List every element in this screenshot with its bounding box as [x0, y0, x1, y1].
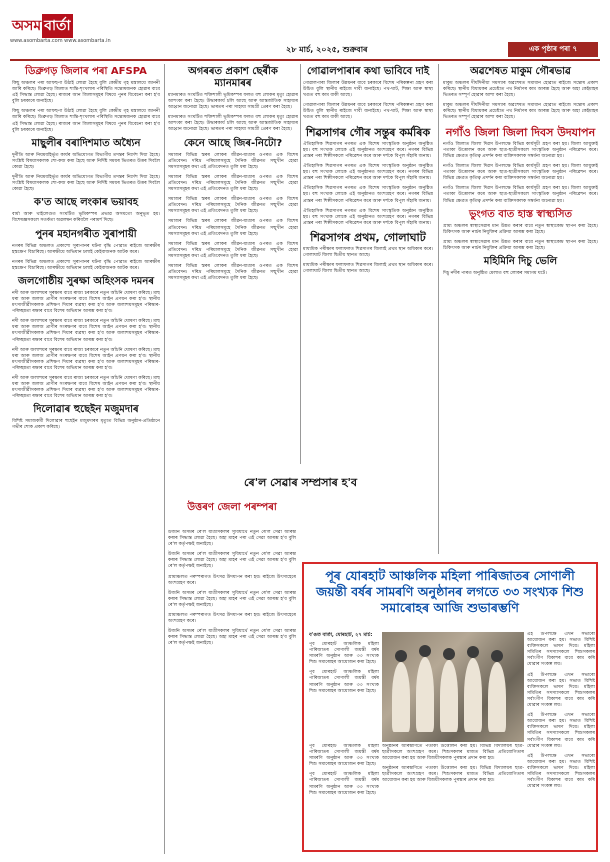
article-body: অনুষ্ঠানৰ আৰম্ভণিতে পতাকা উত্তোলন কৰা হয়। বিভিন্ন বিদ্যালয়ৰ ছাত্ৰ-ছাত্ৰীসকলে অংশগ্ৰহণ কৰে। শিশুসকলৰ মাজত বিভিন্ন প্ৰতিযোগিতাৰ আয়োজন কৰা হয় আৰু বিজয়ীসকলক পুৰস্কাৰ প্ৰদান কৰা হয়। — [382, 744, 524, 762]
article-body: গ্ৰামাঞ্চলত পৰম্পৰাগত উৎসৱ উদযাপন কৰা হয়। ৰাইজে উৎসাহেৰে অংশগ্ৰহণ কৰে। — [168, 613, 296, 625]
bottom-left-text — [168, 530, 296, 855]
article-body: নদী আৰু জলাশয়ৰ সুৰক্ষাৰ বাবে ৰাজ্য চৰকাৰে নতুন আঁচনি ঘোষণা কৰিছে। মাছ ধৰা আৰু জলজ প্ৰাণীৰ সংৰক্ষণৰ বাবে বিশেষ আইন প্ৰণয়ন কৰা হ'ব। স্থানীয় মৎস্যজীৱীসকলক প্ৰশিক্ষণ দিয়াৰ ব্যৱস্থা কৰা হ'ব আৰু জলাশয়সমূহৰ পৰিষ্কাৰ-পৰিচ্ছন্নতা ৰক্ষাৰ বাবে বিশেষ অভিযান আৰম্ভ কৰা হ'ব। — [12, 319, 160, 343]
article-body: মাধ্যমিক পৰীক্ষাৰ ফলাফলত শিৱসাগৰ জিলাই প্ৰথম স্থান অধিকাৰ কৰে। গোলাঘাট জিলা দ্বিতীয় স্থানত আছে। — [303, 263, 433, 275]
feature-left-col — [309, 632, 379, 742]
article-body: উজনি অসমৰ ৰে'ল যাত্ৰীসকলৰ সুবিধাৰ্থে নতুন ৰে'ল সেৱা আৰম্ভ কৰাৰ সিদ্ধান্ত লোৱা হৈছে। অহা মাহৰ পৰা এই সেৱা আৰম্ভ হ'ব বুলি ৰে'ল কৰ্তৃপক্ষই জনাইছে। — [168, 552, 296, 570]
masthead-part2: বাৰ্তা — [42, 14, 72, 38]
article-body: পূব যোৰহাট আঞ্চলিক মহিলা পাৰিজাতৰ সোণালী জয়ন্তী বৰ্ষৰ সামৰণি অনুষ্ঠান আৰু ৩৩ সংখ্যক শিশু সমাৰোহৰ আয়োজন কৰা হৈছে। — [309, 744, 379, 768]
article-body: দিচু নদীৰ পাৰত অনুষ্ঠিত মেলাত বহু লোকৰ সমাগম ঘটে। — [443, 270, 547, 276]
article-body: সমাজৰ বিভিন্ন স্তৰৰ লোকৰ জীৱন-যাত্ৰাৰ ওপৰত এক বিশেষ প্ৰতিবেদন। দৰিদ্ৰ পৰিয়ালসমূহে দৈনিক জীৱনত সন্মুখীন হোৱা সমস্যাসমূহৰ কথা এই প্ৰতিবেদনত তুলি ধৰা হৈছে। — [168, 197, 298, 215]
feature-article — [302, 562, 598, 852]
article-body: বিশিষ্ট সমাজকৰ্মী দিলোৱাৰ হুছেইন মজুমদাৰৰ মৃত্যুত বিভিন্ন অনুষ্ঠান-প্ৰতিষ্ঠানে গভীৰ শোক প্ৰকাশ কৰিছে। — [12, 419, 160, 431]
headline: ক'ত আছে লংকাৰ ভয়াবহ — [33, 197, 139, 209]
headline: জলগোষ্ঠীয় সুৰক্ষা অহিংসক দমনৰ — [18, 275, 154, 287]
publication-date: ২৮ মাৰ্চ, ২০২৫, শুক্ৰবাৰ — [286, 45, 368, 54]
article-body: নগাঁও জিলাত জিলা দিৱস উপলক্ষে বিভিন্ন কাৰ্যসূচী গ্ৰহণ কৰা হয়। জিলা আয়ুক্তই পতাকা উত্তোলন কৰে আৰু ছাত্ৰ-ছাত্ৰীসকলে সাংস্কৃতিক অনুষ্ঠান পৰিৱেশন কৰে। বিভিন্ন ক্ষেত্ৰত কৃতিত্ব প্ৰদৰ্শন কৰা ব্যক্তিসকলক সম্বৰ্ধনা জনোৱা হয়। — [443, 186, 598, 204]
headline: শিৱসাগৰ গৌৰ সন্তুৰ কৰ্মৰিক — [305, 125, 431, 139]
article-body: দুৰ্নীতি আৰু নিয়মবহিৰ্ভূত কাৰ্যৰ অভিযোগত বিভাগীয় তদন্তৰ নিৰ্দেশ দিয়া হৈছে। সংশ্লিষ্ট বিষয়াসকলক শো-কজ কৰা হৈছে আৰু নিৰ্দিষ্ট সময়ৰ ভিতৰত উত্তৰ দিবলৈ কোৱা হৈছে। — [12, 152, 160, 170]
article-body: গোৱালপাৰা জিলাৰ উন্নয়নৰ বাবে চৰকাৰে বিশেষ পৰিকল্পনা গ্ৰহণ কৰা উচিত বুলি স্থানীয় ৰাইজে দাবী জনাইছে। পথ-ঘাট, শিক্ষা আৰু স্বাস্থ্য খণ্ডত বহু কাম বাকী আছে। — [303, 103, 433, 121]
headline: মাছুলীৰ বৰাদিশমাত অধ্যৈন — [31, 137, 141, 149]
article-body: গ্ৰাম্য অঞ্চলৰ স্বাস্থ্যসেৱাৰ মান উন্নত কৰাৰ বাবে নতুন স্বাস্থ্যকেন্দ্ৰ স্থাপন কৰা হৈছে। চিকিৎসক আৰু নাৰ্চৰ নিযুক্তিৰ প্ৰক্ৰিয়া আৰম্ভ কৰা হৈছে। — [443, 239, 598, 251]
article-body: মাকুম অঞ্চলৰ দীৰ্ঘদিনীয়া সমস্যাৰ অৱশেষত সমাধান হোৱাত ৰাইজে সন্তোষ প্ৰকাশ কৰিছে। স্থানীয় বিধায়কৰ প্ৰচেষ্টাত পথ নিৰ্মাণৰ কাম আৰম্ভ হৈছে আৰু অহা কেইমাহৰ ভিতৰত সম্পূৰ্ণ হোৱাৰ আশা কৰা হৈছে। — [443, 103, 598, 121]
article-body: বাৰ্মা আৰু থাইলেণ্ডত সংঘটিত ভূমিকম্পৰ প্ৰভাৱ অসমতো অনুভূত হয়। বিশেষজ্ঞসকলে সতৰ্কতা অৱলম্বন কৰিবলৈ পৰামৰ্শ দিছে। — [12, 212, 160, 224]
headline-afspa: ডিব্ৰুগড় জিলাৰ পৰা AFSPA — [25, 66, 147, 77]
article-body: নদী আৰু জলাশয়ৰ সুৰক্ষাৰ বাবে ৰাজ্য চৰকাৰে নতুন আঁচনি ঘোষণা কৰিছে। মাছ ধৰা আৰু জলজ প্ৰাণীৰ সংৰক্ষণৰ বাবে বিশেষ আইন প্ৰণয়ন কৰা হ'ব। স্থানীয় মৎস্যজীৱীসকলক প্ৰশিক্ষণ দিয়াৰ ব্যৱস্থা কৰা হ'ব আৰু জলাশয়সমূহৰ পৰিষ্কাৰ-পৰিচ্ছন্নতা ৰক্ষাৰ বাবে বিশেষ অভিযান আৰম্ভ কৰা হ'ব। — [12, 376, 160, 400]
article-body: নদী আৰু জলাশয়ৰ সুৰক্ষাৰ বাবে ৰাজ্য চৰকাৰে নতুন আঁচনি ঘোষণা কৰিছে। মাছ ধৰা আৰু জলজ প্ৰাণীৰ সংৰক্ষণৰ বাবে বিশেষ আইন প্ৰণয়ন কৰা হ'ব। স্থানীয় মৎস্যজীৱীসকলক প্ৰশিক্ষণ দিয়াৰ ব্যৱস্থা কৰা হ'ব আৰু জলাশয়সমূহৰ পৰিষ্কাৰ-পৰিচ্ছন্নতা ৰক্ষাৰ বাবে বিশেষ অভিযান আৰম্ভ কৰা হ'ব। — [12, 290, 160, 315]
column-center-left — [168, 64, 298, 464]
feature-left-col-lower — [309, 744, 379, 848]
headline: শিৱসাগৰ প্ৰথম, গোলাঘাট — [310, 230, 426, 244]
feature-headline: পূৰ যোৰহাট আঞ্চলিক মহিলা পাৰিজাতৰ সোণালী জয়ন্তী বৰ্ষৰ সামৰণি অনুষ্ঠানৰ লগতে ৩৩ সংখ্যক শিশু সমাৰোহৰ আজি শুভাৰম্ভণি — [316, 568, 584, 615]
page-number-badge: এক পৃষ্ঠাৰ পৰা ৭ — [508, 42, 598, 57]
headline: ভুংগত বাত হাস্ত স্বাস্থ্যসিত — [468, 208, 573, 220]
headline: গোৱালপাৰাৰ কথা ভাবিবে দাই — [306, 66, 430, 77]
column-left — [12, 64, 160, 852]
article-body: মাধ্যমিক পৰীক্ষাৰ ফলাফলত শিৱসাগৰ জিলাই প্ৰথম স্থান অধিকাৰ কৰে। গোলাঘাট জিলা দ্বিতীয় স্থানত আছে। — [303, 247, 433, 259]
article-body: সমাজৰ বিভিন্ন স্তৰৰ লোকৰ জীৱন-যাত্ৰাৰ ওপৰত এক বিশেষ প্ৰতিবেদন। দৰিদ্ৰ পৰিয়ালসমূহে দৈনিক জীৱনত সন্মুখীন হোৱা সমস্যাসমূহৰ কথা এই প্ৰতিবেদনত তুলি ধৰা হৈছে। — [168, 241, 298, 259]
article-body: নদী আৰু জলাশয়ৰ সুৰক্ষাৰ বাবে ৰাজ্য চৰকাৰে নতুন আঁচনি ঘোষণা কৰিছে। মাছ ধৰা আৰু জলজ প্ৰাণীৰ সংৰক্ষণৰ বাবে বিশেষ আইন প্ৰণয়ন কৰা হ'ব। স্থানীয় মৎস্যজীৱীসকলক প্ৰশিক্ষণ দিয়াৰ ব্যৱস্থা কৰা হ'ব আৰু জলাশয়সমূহৰ পৰিষ্কাৰ-পৰিচ্ছন্নতা ৰক্ষাৰ বাবে বিশেষ অভিযান আৰম্ভ কৰা হ'ব। — [12, 347, 160, 371]
article-body: গ্ৰামাঞ্চলত পৰম্পৰাগত উৎসৱ উদযাপন কৰা হয়। ৰাইজে উৎসাহেৰে অংশগ্ৰহণ কৰে। — [168, 574, 296, 586]
header-rule — [10, 59, 600, 61]
article-body: অনুষ্ঠানৰ আৰম্ভণিতে পতাকা উত্তোলন কৰা হয়। বিভিন্ন বিদ্যালয়ৰ ছাত্ৰ-ছাত্ৰীসকলে অংশগ্ৰহণ কৰে। শিশুসকলৰ মাজত বিভিন্ন প্ৰতিযোগিতাৰ আয়োজন কৰা হয় আৰু বিজয়ীসকলক পুৰস্কাৰ প্ৰদান কৰা হয়। — [382, 766, 524, 784]
article-body: ঐতিহাসিক শিৱসাগৰ নগৰত এক বিশেষ সাংস্কৃতিক অনুষ্ঠান অনুষ্ঠিত হয়। বহু সংখ্যক লোকে এই অনুষ্ঠানত অংশগ্ৰহণ কৰে। নগৰৰ বিভিন্ন প্ৰান্তৰ পৰা শিল্পীসকলে পৰিৱেশন কৰে আৰু দৰ্শকে বিপুল সঁহাৰি জনায়। — [303, 141, 433, 159]
article-body: ম্যানমাৰত সংঘটিত শক্তিশালী ভূমিকম্পৰ ফলত বহু লোকৰ মৃত্যু হোৱাৰ আশংকা কৰা হৈছে। উদ্ধাৰকাৰ্য চলি আছে আৰু আন্তৰ্জাতিক সাহায্যৰ আহ্বান জনোৱা হৈছে। ভাৰতৰ পৰা সাহায্য সামগ্ৰী প্ৰেৰণ কৰা হৈছে। — [168, 115, 298, 133]
column-right — [443, 64, 598, 564]
headline: মহিমিনি দিচু ভেলি — [483, 255, 558, 267]
article-body: নগাঁও জিলাত জিলা দিৱস উপলক্ষে বিভিন্ন কাৰ্যসূচী গ্ৰহণ কৰা হয়। জিলা আয়ুক্তই পতাকা উত্তোলন কৰে আৰু ছাত্ৰ-ছাত্ৰীসকলে সাংস্কৃতিক অনুষ্ঠান পৰিৱেশন কৰে। বিভিন্ন ক্ষেত্ৰত কৃতিত্ব প্ৰদৰ্শন কৰা ব্যক্তিসকলক সম্বৰ্ধনা জনোৱা হয়। — [443, 164, 598, 182]
event-photo — [382, 632, 524, 742]
article-body: ম্যানমাৰত সংঘটিত শক্তিশালী ভূমিকম্পৰ ফলত বহু লোকৰ মৃত্যু হোৱাৰ আশংকা কৰা হৈছে। উদ্ধাৰকাৰ্য চলি আছে আৰু আন্তৰ্জাতিক সাহায্যৰ আহ্বান জনোৱা হৈছে। ভাৰতৰ পৰা সাহায্য সামগ্ৰী প্ৰেৰণ কৰা হৈছে। — [168, 93, 298, 111]
article-body: সমাজৰ বিভিন্ন স্তৰৰ লোকৰ জীৱন-যাত্ৰাৰ ওপৰত এক বিশেষ প্ৰতিবেদন। দৰিদ্ৰ পৰিয়ালসমূহে দৈনিক জীৱনত সন্মুখীন হোৱা সমস্যাসমূহৰ কথা এই প্ৰতিবেদনত তুলি ধৰা হৈছে। — [168, 263, 298, 282]
article-body: কিছু অঞ্চলৰ পৰা আফছপা উঠাই লোৱা হৈছে বুলি কেন্দ্ৰীয় গৃহ মন্ত্ৰালয়ে জাননী জাৰি কৰিছে। ডিব্ৰুগড় জিলাত শান্তি-শৃংখলাৰ পৰিস্থিতি সন্তোষজনক হোৱাৰ বাবে এই সিদ্ধান্ত লোৱা হৈছে। ৰাজ্যৰ আন জিলাসমূহৰ বিষয়ে পুনৰ বিবেচনা কৰা হ'ব বুলি চৰকাৰে জনাইছে। — [12, 109, 160, 133]
article-body: পূব যোৰহাট আঞ্চলিক মহিলা পাৰিজাতৰ সোণালী জয়ন্তী বৰ্ষৰ সামৰণি অনুষ্ঠান আৰু ৩৩ সংখ্যক শিশু সমাৰোহৰ আয়োজন কৰা হৈছে। — [309, 642, 379, 666]
site-links: www.asombarta.com www.asombarta.in — [10, 38, 111, 44]
article-body: ঐতিহাসিক শিৱসাগৰ নগৰত এক বিশেষ সাংস্কৃতিক অনুষ্ঠান অনুষ্ঠিত হয়। বহু সংখ্যক লোকে এই অনুষ্ঠানত অংশগ্ৰহণ কৰে। নগৰৰ বিভিন্ন প্ৰান্তৰ পৰা শিল্পীসকলে পৰিৱেশন কৰে আৰু দৰ্শকে বিপুল সঁহাৰি জনায়। — [303, 208, 433, 226]
article-body: দুৰ্নীতি আৰু নিয়মবহিৰ্ভূত কাৰ্যৰ অভিযোগত বিভাগীয় তদন্তৰ নিৰ্দেশ দিয়া হৈছে। সংশ্লিষ্ট বিষয়াসকলক শো-কজ কৰা হৈছে আৰু নিৰ্দিষ্ট সময়ৰ ভিতৰত উত্তৰ দিবলৈ কোৱা হৈছে। — [12, 175, 160, 193]
article-body: ঐতিহাসিক শিৱসাগৰ নগৰত এক বিশেষ সাংস্কৃতিক অনুষ্ঠান অনুষ্ঠিত হয়। বহু সংখ্যক লোকে এই অনুষ্ঠানত অংশগ্ৰহণ কৰে। নগৰৰ বিভিন্ন প্ৰান্তৰ পৰা শিল্পীসকলে পৰিৱেশন কৰে আৰু দৰ্শকে বিপুল সঁহাৰি জনায়। — [303, 164, 433, 182]
article-body: নগৰৰ বিভিন্ন অঞ্চলত প্ৰকাশ্যে সুৰাপানৰ ঘটনা বৃদ্ধি পোৱাত ৰাইজে আৰক্ষীৰ হস্তক্ষেপ বিচাৰিছে। আৰক্ষীয়ে অভিযান চলাই কেইবাজনক আটক কৰে। — [12, 259, 160, 271]
article-body: সমাজৰ বিভিন্ন স্তৰৰ লোকৰ জীৱন-যাত্ৰাৰ ওপৰত এক বিশেষ প্ৰতিবেদন। দৰিদ্ৰ পৰিয়ালসমূহে দৈনিক জীৱনত সন্মুখীন হোৱা সমস্যাসমূহৰ কথা এই প্ৰতিবেদনত তুলি ধৰা হৈছে। — [168, 174, 298, 193]
article-body: এই উপলক্ষে এখন সভাৰো আয়োজন কৰা হয়। সভাত বিশিষ্ট ব্যক্তিসকলে ভাষণ দিয়ে। মহিলা সমিতিৰ সদস্যাসকলে শিশুসকলৰ সৰ্বাংগীণ বিকাশৰ বাবে কাম কৰি যোৱাৰ সংকল্প লয়। — [527, 713, 595, 749]
headline: নগাঁও জিলা জিলা দিবস উদযাপন — [445, 125, 596, 139]
article-body: পূব যোৰহাট আঞ্চলিক মহিলা পাৰিজাতৰ সোণালী জয়ন্তী বৰ্ষৰ সামৰণি অনুষ্ঠান আৰু ৩৩ সংখ্যক শিশু সমাৰোহৰ আয়োজন কৰা হৈছে। — [309, 670, 379, 694]
masthead-part1: অসম — [12, 18, 42, 34]
masthead-logo — [12, 14, 73, 38]
article-body: ঐতিহাসিক শিৱসাগৰ নগৰত এক বিশেষ সাংস্কৃতিক অনুষ্ঠান অনুষ্ঠিত হয়। বহু সংখ্যক লোকে এই অনুষ্ঠানত অংশগ্ৰহণ কৰে। নগৰৰ বিভিন্ন প্ৰান্তৰ পৰা শিল্পীসকলে পৰিৱেশন কৰে আৰু দৰ্শকে বিপুল সঁহাৰি জনায়। — [303, 186, 433, 204]
page-header — [0, 0, 610, 60]
article-body: নগৰৰ বিভিন্ন অঞ্চলত প্ৰকাশ্যে সুৰাপানৰ ঘটনা বৃদ্ধি পোৱাত ৰাইজে আৰক্ষীৰ হস্তক্ষেপ বিচাৰিছে। আৰক্ষীয়ে অভিযান চলাই কেইবাজনক আটক কৰে। — [12, 243, 160, 255]
article-body: উজনি অসমৰ ৰে'ল যাত্ৰীসকলৰ সুবিধাৰ্থে নতুন ৰে'ল সেৱা আৰম্ভ কৰাৰ সিদ্ধান্ত লোৱা হৈছে। অহা মাহৰ পৰা এই সেৱা আৰম্ভ হ'ব বুলি ৰে'ল কৰ্তৃপক্ষই জনাইছে। — [168, 530, 296, 548]
headline: দিলোৱাৰ হুছেইন মজুমদাৰ — [33, 404, 139, 416]
feature-mid-col — [382, 744, 524, 848]
article-body: উজনি অসমৰ ৰে'ল যাত্ৰীসকলৰ সুবিধাৰ্থে নতুন ৰে'ল সেৱা আৰম্ভ কৰাৰ সিদ্ধান্ত লোৱা হৈছে। অহা মাহৰ পৰা এই সেৱা আৰম্ভ হ'ব বুলি ৰে'ল কৰ্তৃপক্ষই জনাইছে। — [168, 590, 296, 608]
article-body: সমাজৰ বিভিন্ন স্তৰৰ লোকৰ জীৱন-যাত্ৰাৰ ওপৰত এক বিশেষ প্ৰতিবেদন। দৰিদ্ৰ পৰিয়ালসমূহে দৈনিক জীৱনত সন্মুখীন হোৱা সমস্যাসমূহৰ কথা এই প্ৰতিবেদনত তুলি ধৰা হৈছে। — [168, 152, 298, 170]
headline: অৱশেষত মাকুম গৌৰভাৱ — [470, 66, 571, 77]
feature-byline: ব'ঙত বাৰ্তা, যোৰহাট, ২৭ মাৰ্চ: — [309, 632, 373, 638]
article-body: উজনি অসমৰ ৰে'ল যাত্ৰীসকলৰ সুবিধাৰ্থে নতুন ৰে'ল সেৱা আৰম্ভ কৰাৰ সিদ্ধান্ত লোৱা হৈছে। অহা মাহৰ পৰা এই সেৱা আৰম্ভ হ'ব বুলি ৰে'ল কৰ্তৃপক্ষই জনাইছে। — [168, 629, 296, 647]
article-body: নগাঁও জিলাত জিলা দিৱস উপলক্ষে বিভিন্ন কাৰ্যসূচী গ্ৰহণ কৰা হয়। জিলা আয়ুক্তই পতাকা উত্তোলন কৰে আৰু ছাত্ৰ-ছাত্ৰীসকলে সাংস্কৃতিক অনুষ্ঠান পৰিৱেশন কৰে। বিভিন্ন ক্ষেত্ৰত কৃতিত্ব প্ৰদৰ্শন কৰা ব্যক্তিসকলক সম্বৰ্ধনা জনোৱা হয়। — [443, 141, 598, 159]
column-divider — [300, 64, 301, 464]
headline: অগৰৰত প্ৰকাশ ছেৰ্ৰীক ম্যানমাৰৰ — [188, 66, 278, 89]
column-divider — [164, 64, 165, 854]
article-body: গোৱালপাৰা জিলাৰ উন্নয়নৰ বাবে চৰকাৰে বিশেষ পৰিকল্পনা গ্ৰহণ কৰা উচিত বুলি স্থানীয় ৰাইজে দাবী জনাইছে। পথ-ঘাট, শিক্ষা আৰু স্বাস্থ্য খণ্ডত বহু কাম বাকী আছে। — [303, 81, 433, 99]
article-body: পূব যোৰহাট আঞ্চলিক মহিলা পাৰিজাতৰ সোণালী জয়ন্তী বৰ্ষৰ সামৰণি অনুষ্ঠান আৰু ৩৩ সংখ্যক শিশু সমাৰোহৰ আয়োজন কৰা হৈছে। — [309, 772, 379, 796]
article-body: গ্ৰাম্য অঞ্চলৰ স্বাস্থ্যসেৱাৰ মান উন্নত কৰাৰ বাবে নতুন স্বাস্থ্যকেন্দ্ৰ স্থাপন কৰা হৈছে। চিকিৎসক আৰু নাৰ্চৰ নিযুক্তিৰ প্ৰক্ৰিয়া আৰম্ভ কৰা হৈছে। — [443, 223, 598, 235]
article-body: কিছু অঞ্চলৰ পৰা আফছপা উঠাই লোৱা হৈছে বুলি কেন্দ্ৰীয় গৃহ মন্ত্ৰালয়ে জাননী জাৰি কৰিছে। ডিব্ৰুগড় জিলাত শান্তি-শৃংখলাৰ পৰিস্থিতি সন্তোষজনক হোৱাৰ বাবে এই সিদ্ধান্ত লোৱা হৈছে। ৰাজ্যৰ আন জিলাসমূহৰ বিষয়ে পুনৰ বিবেচনা কৰা হ'ব বুলি চৰকাৰে জনাইছে। — [12, 81, 160, 105]
headline: পুনৰ মহানগৰীত সুৰাপায়ী — [35, 228, 137, 240]
article-body: এই উপলক্ষে এখন সভাৰো আয়োজন কৰা হয়। সভাত বিশিষ্ট ব্যক্তিসকলে ভাষণ দিয়ে। মহিলা সমিতিৰ সদস্যাসকলে শিশুসকলৰ সৰ্বাংগীণ বিকাশৰ বাবে কাম কৰি যোৱাৰ সংকল্প লয়। — [527, 753, 595, 790]
feature-right-col — [527, 632, 595, 848]
article-body: সমাজৰ বিভিন্ন স্তৰৰ লোকৰ জীৱন-যাত্ৰাৰ ওপৰত এক বিশেষ প্ৰতিবেদন। দৰিদ্ৰ পৰিয়ালসমূহে দৈনিক জীৱনত সন্মুখীন হোৱা সমস্যাসমূহৰ কথা এই প্ৰতিবেদনত তুলি ধৰা হৈছে। — [168, 219, 298, 237]
headline: ৰে'ল সেৱাৰ সম্প্ৰসাৰ হ'ব — [244, 476, 357, 489]
article-body: এই উপলক্ষে এখন সভাৰো আয়োজন কৰা হয়। সভাত বিশিষ্ট ব্যক্তিসকলে ভাষণ দিয়ে। মহিলা সমিতিৰ সদস্যাসকলে শিশুসকলৰ সৰ্বাংগীণ বিকাশৰ বাবে কাম কৰি যোৱাৰ সংকল্প লয়। — [527, 672, 595, 709]
column-divider — [438, 64, 439, 554]
headline: কেনে আছে জিৰ-নিটো? — [183, 137, 283, 149]
article-body: এই উপলক্ষে এখন সভাৰো আয়োজন কৰা হয়। সভাত বিশিষ্ট ব্যক্তিসকলে ভাষণ দিয়ে। মহিলা সমিতিৰ সদস্যাসকলে শিশুসকলৰ সৰ্বাংগীণ বিকাশৰ বাবে কাম কৰি যোৱাৰ সংকল্প লয়। — [527, 632, 595, 668]
article-body: মাকুম অঞ্চলৰ দীৰ্ঘদিনীয়া সমস্যাৰ অৱশেষত সমাধান হোৱাত ৰাইজে সন্তোষ প্ৰকাশ কৰিছে। স্থানীয় বিধায়কৰ প্ৰচেষ্টাত পথ নিৰ্মাণৰ কাম আৰম্ভ হৈছে আৰু অহা কেইমাহৰ ভিতৰত সম্পূৰ্ণ হোৱাৰ আশা কৰা হৈছে। — [443, 81, 598, 99]
headline: উত্তৰণ জেলা পৰম্পৰা — [187, 502, 277, 513]
